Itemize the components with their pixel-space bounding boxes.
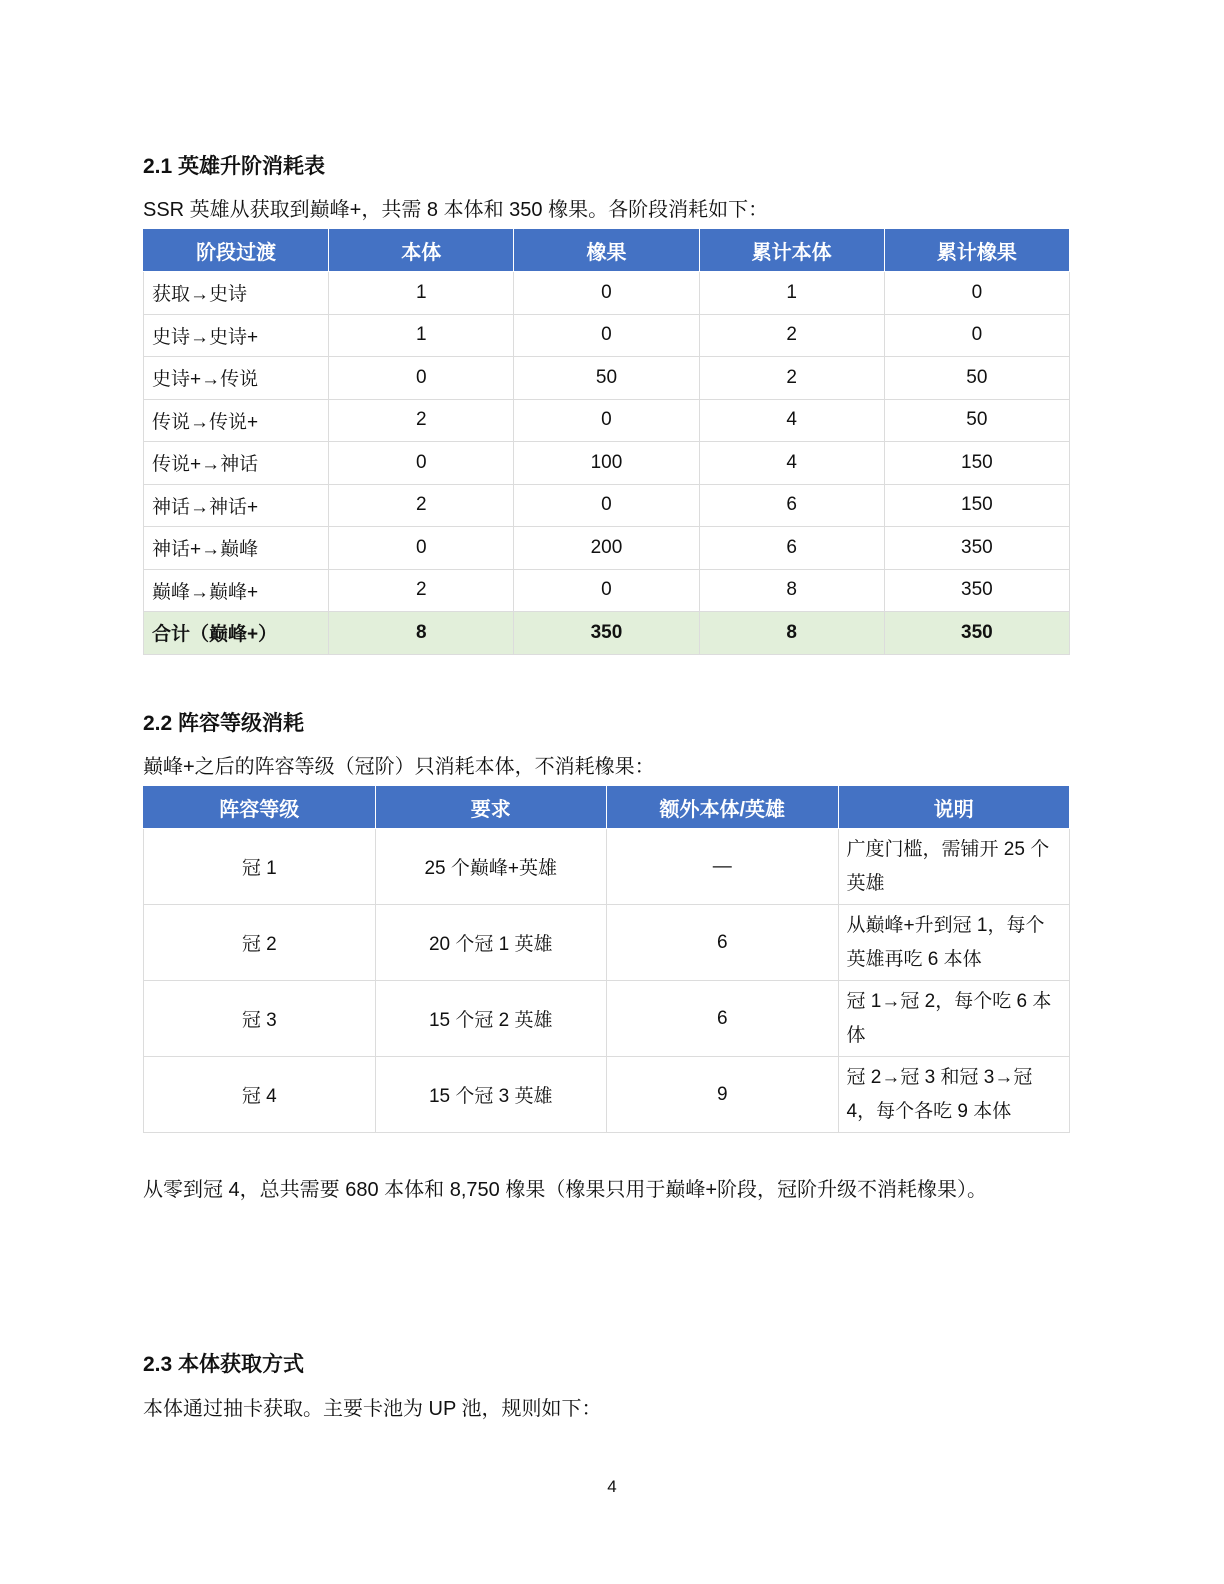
table-cell: 0 <box>514 314 699 357</box>
table-row <box>144 484 1070 527</box>
table-cell: 8 <box>329 612 514 655</box>
table-cell: 巅峰→巅峰+ <box>144 569 329 612</box>
table-cell: 0 <box>514 484 699 527</box>
page-number: 4 <box>607 1477 617 1496</box>
column-header: 阶段过渡 <box>144 229 329 272</box>
section-heading-2-1: 2.1 英雄升阶消耗表 <box>143 155 326 178</box>
section-heading-2-3: 2.3 本体获取方式 <box>143 1353 305 1376</box>
table-row <box>144 829 1070 905</box>
table-row <box>144 981 1070 1057</box>
table-cell: 6 <box>607 905 839 981</box>
table-header-row <box>144 786 1070 829</box>
table-cell: 0 <box>329 527 514 570</box>
table-cell: 350 <box>884 569 1069 612</box>
column-header: 说明 <box>838 786 1070 829</box>
table-cell: 0 <box>884 272 1069 315</box>
table-cell: 4 <box>699 399 884 442</box>
table-cell: 350 <box>514 612 699 655</box>
table-cell: 2 <box>699 314 884 357</box>
table-cell: 冠 1→冠 2，每个吃 6 本体 <box>838 981 1070 1057</box>
table-cell: 传说+→神话 <box>144 442 329 485</box>
table-cell: 1 <box>329 314 514 357</box>
table-row <box>144 1057 1070 1133</box>
table-row <box>144 272 1070 315</box>
table-cell: 50 <box>884 357 1069 400</box>
table-cell: 6 <box>607 981 839 1057</box>
table-row <box>144 905 1070 981</box>
table-cell: 0 <box>884 314 1069 357</box>
table-cell: — <box>607 829 839 905</box>
table-cell: 15 个冠 2 英雄 <box>375 981 607 1057</box>
table-cell: 15 个冠 3 英雄 <box>375 1057 607 1133</box>
upgrade-cost-table <box>143 228 1070 655</box>
table-cell: 1 <box>329 272 514 315</box>
table-cell: 神话→神话+ <box>144 484 329 527</box>
table-cell: 从巅峰+升到冠 1，每个英雄再吃 6 本体 <box>838 905 1070 981</box>
column-header: 阵容等级 <box>144 786 376 829</box>
table-cell: 传说→传说+ <box>144 399 329 442</box>
column-header: 累计本体 <box>699 229 884 272</box>
table-row <box>144 399 1070 442</box>
table-cell: 获取→史诗 <box>144 272 329 315</box>
column-header: 累计橡果 <box>884 229 1069 272</box>
table-row <box>144 357 1070 400</box>
table-cell: 冠 2 <box>144 905 376 981</box>
table-cell: 神话+→巅峰 <box>144 527 329 570</box>
table-cell: 8 <box>699 612 884 655</box>
table-cell: 4 <box>699 442 884 485</box>
table-cell: 350 <box>884 612 1069 655</box>
table-row <box>144 569 1070 612</box>
section-intro-2-2: 巅峰+之后的阵容等级（冠阶）只消耗本体，不消耗橡果： <box>143 756 655 778</box>
table-header-row <box>144 229 1070 272</box>
table-cell: 200 <box>514 527 699 570</box>
table-cell: 2 <box>329 399 514 442</box>
table-cell: 6 <box>699 484 884 527</box>
table-cell: 20 个冠 1 英雄 <box>375 905 607 981</box>
column-header: 要求 <box>375 786 607 829</box>
section-heading-2-2: 2.2 阵容等级消耗 <box>143 712 305 735</box>
table-cell: 2 <box>699 357 884 400</box>
section-intro-2-3: 本体通过抽卡获取。主要卡池为 UP 池，规则如下： <box>143 1398 602 1420</box>
table-cell: 150 <box>884 442 1069 485</box>
table-cell: 100 <box>514 442 699 485</box>
table-cell: 350 <box>884 527 1069 570</box>
table-cell: 9 <box>607 1057 839 1133</box>
table-cell: 0 <box>329 442 514 485</box>
table-cell: 25 个巅峰+英雄 <box>375 829 607 905</box>
table-cell: 史诗+→传说 <box>144 357 329 400</box>
table-cell: 8 <box>699 569 884 612</box>
table-cell: 冠 2→冠 3 和冠 3→冠 4，每个各吃 9 本体 <box>838 1057 1070 1133</box>
table-cell: 1 <box>699 272 884 315</box>
table-cell: 冠 3 <box>144 981 376 1057</box>
table-cell: 150 <box>884 484 1069 527</box>
section-summary-2-2: 从零到冠 4，总共需要 680 本体和 8,750 橡果（橡果只用于巅峰+阶段，冠阶升级不消耗橡果）。 <box>143 1179 988 1201</box>
table-cell: 0 <box>514 569 699 612</box>
table-cell: 50 <box>514 357 699 400</box>
table-cell: 0 <box>329 357 514 400</box>
column-header: 橡果 <box>514 229 699 272</box>
table-total-row <box>144 612 1070 655</box>
table-row <box>144 314 1070 357</box>
table-cell: 冠 4 <box>144 1057 376 1133</box>
table-cell: 史诗→史诗+ <box>144 314 329 357</box>
table-row <box>144 527 1070 570</box>
table-row <box>144 442 1070 485</box>
column-header: 本体 <box>329 229 514 272</box>
column-header: 额外本体/英雄 <box>607 786 839 829</box>
table-cell: 2 <box>329 569 514 612</box>
table-cell: 合计（巅峰+） <box>144 612 329 655</box>
table-cell: 冠 1 <box>144 829 376 905</box>
table-cell: 6 <box>699 527 884 570</box>
table-cell: 广度门槛，需铺开 25 个英雄 <box>838 829 1070 905</box>
section-intro-2-1: SSR 英雄从获取到巅峰+，共需 8 本体和 350 橡果。各阶段消耗如下： <box>143 199 769 221</box>
table-cell: 0 <box>514 399 699 442</box>
table-cell: 50 <box>884 399 1069 442</box>
table-cell: 0 <box>514 272 699 315</box>
table-cell: 2 <box>329 484 514 527</box>
lineup-level-table <box>143 785 1070 1133</box>
